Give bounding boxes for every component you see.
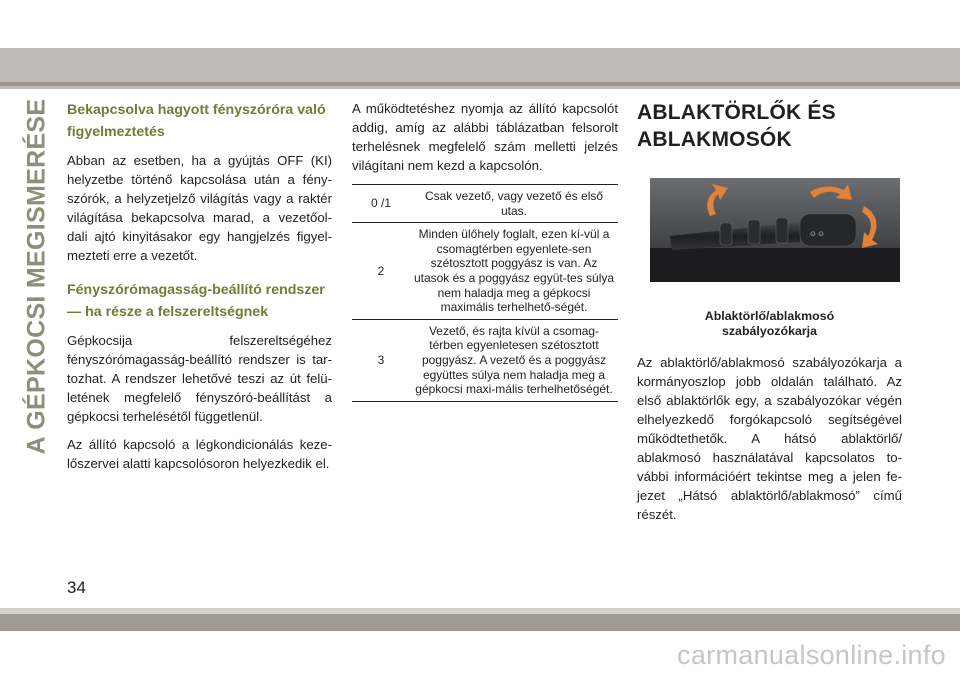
table-cell-key: 3 (352, 319, 410, 401)
ring-switch-2 (748, 220, 760, 244)
column-3 (637, 99, 902, 533)
table-row (352, 319, 618, 401)
page-number: 34 (67, 578, 86, 597)
para-wipers: Az ablaktörlő/ablakmosó szabályozókarja a kormányoszlop jobb oldalán található. Az első ablaktörlők egy, a szabályozókar végén elhelyezkedő forgókapcsoló segítségével működtethetők. A hátsó ablaktörlő/ ablakmosó használatával kapcsolatos to-vábbi információért tekintse meg a jelen fe-jezet „Hátsó ablaktörlő/ablakmosó” című részét. (637, 355, 902, 522)
table-cell-desc: Csak vezető, vagy vezető és első utas. (410, 185, 618, 223)
lever-end-knob (800, 214, 856, 246)
ring-switch-3 (776, 218, 788, 243)
table-cell-desc: Minden ülőhely foglalt, ezen kí-vül a csomagtérben egyenlete-sen szétosztott poggyász is van. Az utasok és a poggyász együt-tes súlya nem haladja meg a gépkocsi maximális terhelhető-ségét. (410, 223, 618, 320)
para-headlight-warning: Abban az esetben, ha a gyújtás OFF (KI) helyzetbe történő kapcsolása után a fény-szórók, a helyzetjelző világítás vagy a raktér világítása bekapcsolva marad, a vezetőol-dali ajtó kinyitásakor egy hangjelzés figyel-mezteti erre a vezetőt. (67, 153, 332, 263)
wiper-lever-illustration (650, 178, 900, 282)
table-row (352, 185, 618, 223)
para-switch-location: Az állító kapcsoló a légkondicionálás keze-lőszervei alatti kapcsolósoron helyezkedik el. (67, 437, 332, 471)
para-operation: A működtetéshez nyomja az állító kapcsolót addig, amíg az alábbi táblázatban felsorolt terhelésnek megfelelő szám melletti jelzés világítani nem kezd a kapcsolón. (352, 101, 618, 173)
table-cell-desc: Vezető, és rajta kívül a csomag-térben egyenletesen szétosztott poggyász. A vezető és a poggyász együttes súlya nem haladja meg a gépkocsi maxi-mális terhelhetőségét. (410, 319, 618, 401)
header-band-line (0, 82, 960, 86)
chapter-side-title (22, 98, 52, 454)
watermark: carmanualsonline.info (677, 640, 946, 670)
table-row (352, 223, 618, 320)
lever-symbols: ⊙ ⊙ (810, 230, 824, 238)
table-cell-key: 2 (352, 223, 410, 320)
ring-switch-1 (720, 223, 732, 245)
figure-caption: Ablaktörlő/ablakmosó szabályozókarja (704, 309, 835, 338)
load-table (352, 184, 618, 402)
column-2 (352, 99, 618, 402)
column-1 (67, 99, 332, 482)
chapter-side-title-text: A GÉPKOCSI MEGISMERÉSE (22, 98, 51, 454)
para-leveling-system: Gépkocsija felszereltségéhez fényszórómagasság-beállító rendszer is tar-tozhat. A rendszer lehetővé teszi az út felü-letének megfelelő fényszóró-beállítást a gépkocsi terhelésétől függetlenül. (67, 333, 332, 424)
heading-headlight-warning: Bekapcsolva hagyott fényszóróra való figyelmeztetés (67, 102, 326, 140)
footer-band (0, 614, 960, 631)
heading-leveling-system: Fényszórómagasság-beállító rendszer — ha része a felszereltségnek (67, 282, 325, 320)
dashboard-shadow (650, 248, 900, 282)
wiper-lever-svg (650, 178, 900, 282)
heading-wipers: ABLAKTÖRLŐK ÉS ABLAKMOSÓK (637, 101, 836, 151)
table-cell-key: 0 /1 (352, 185, 410, 223)
